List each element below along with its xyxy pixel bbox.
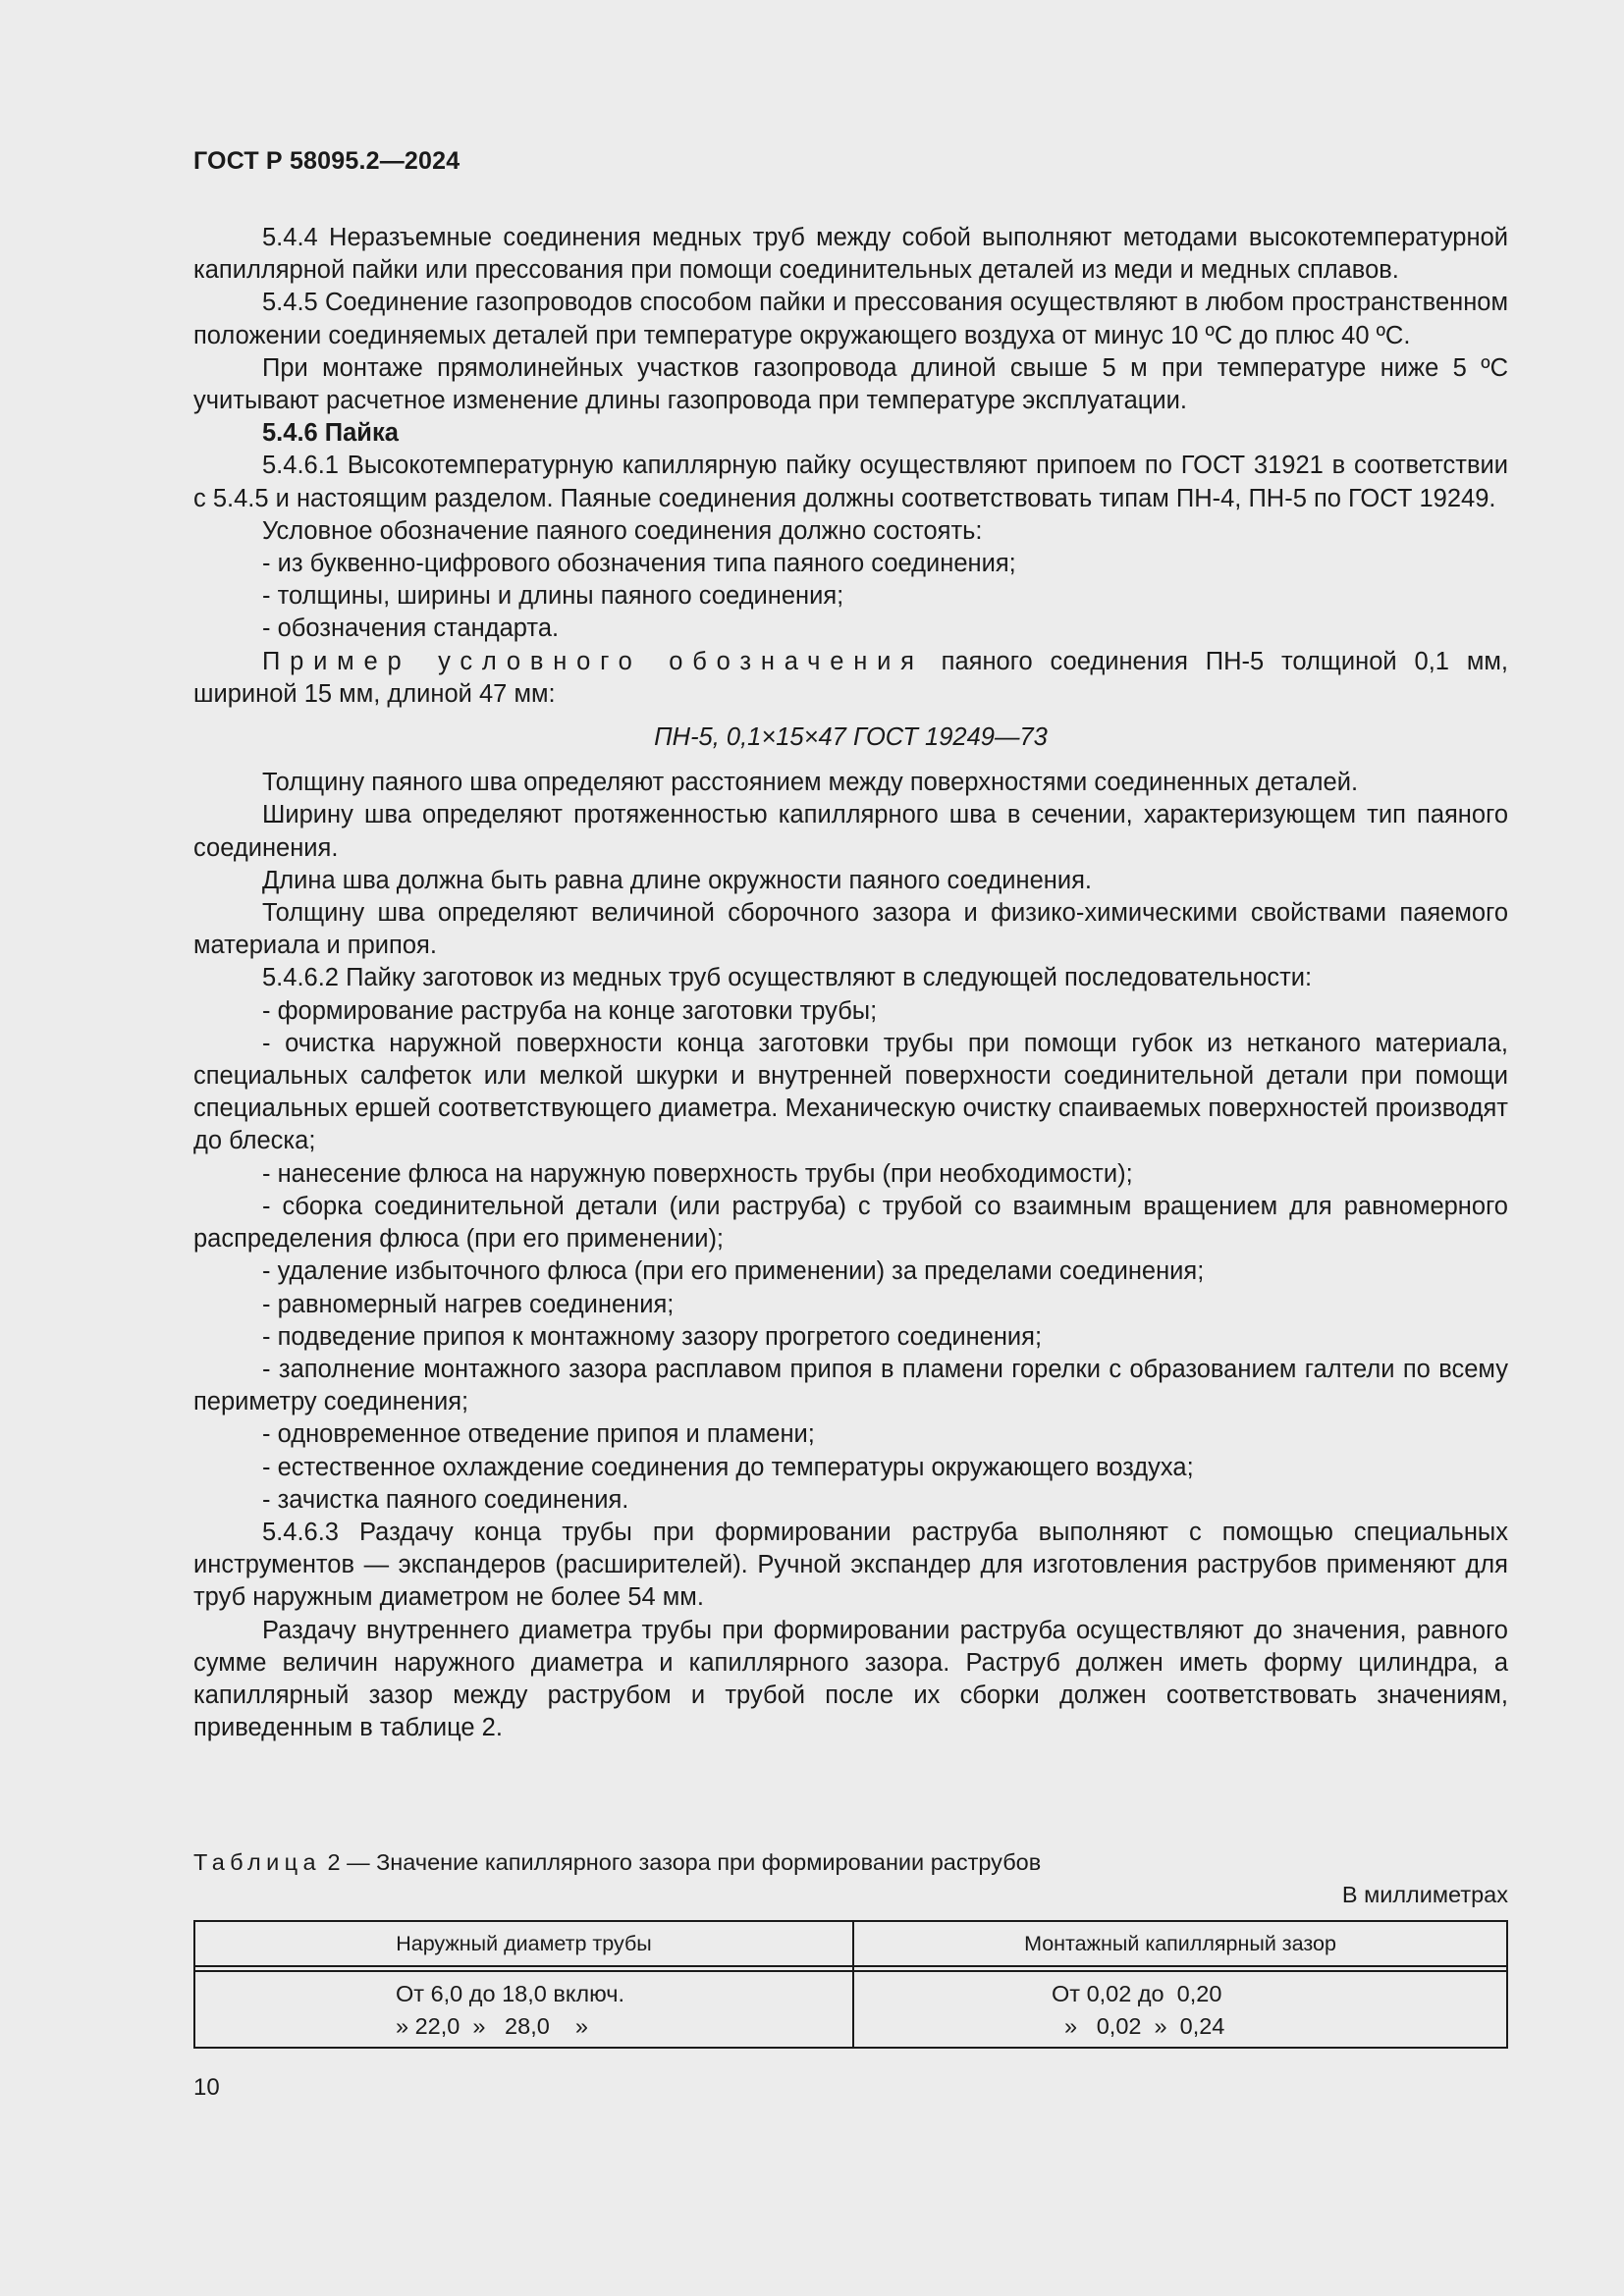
table-header-rule (195, 1965, 1506, 1967)
paragraph-seam-thickness: Толщину паяного шва определяют расстоянием между поверхностями соединенных деталей. (262, 769, 1359, 797)
section-heading-5-4-6: 5.4.6 Пайка (262, 419, 399, 448)
table-cell-line: » 0,02 » 0,24 (1052, 2013, 1225, 2039)
list-item: - сборка соединительной детали (или раструба) с трубой со взаимным вращением для равномерного распределения флюса (при его применении); (193, 1192, 1508, 1254)
table-caption-label: Таблица (193, 1849, 321, 1875)
table-header-rule (195, 1970, 1506, 1972)
list-item: - равномерный нагрев соединения; (262, 1290, 675, 1318)
table-header-outer-diameter: Наружный диаметр трубы (396, 1932, 652, 1955)
paragraph-seam-length: Длина шва должна быть равна длине окружности паяного соединения. (262, 866, 1092, 894)
paragraph-5-4-6-3: 5.4.6.3 Раздачу конца трубы при формировании раструба выполняют с помощью специальных инструментов — экспандеров (расширителей). Ручной экспандер для изготовления раструбов применяют для труб наружным диаметром не более 54 мм. (193, 1518, 1508, 1612)
list-item: - из буквенно-цифрового обозначения типа паяного соединения; (262, 550, 1016, 578)
example-label: Пример условного обозначения (262, 647, 924, 675)
paragraph-expansion: Раздачу внутреннего диаметра трубы при формировании раструба осуществляют до значения, равного сумме величин наружного диаметра и капиллярного зазора. Раструб должен иметь форму цилиндра, а капиллярный зазор между раструбом и трубой после их сборки должен соответствовать значениям, приведенным в таблице 2. (193, 1616, 1508, 1742)
paragraph-montage: При монтаже прямолинейных участков газопровода длиной свыше 5 м при температуре ниже 5 ºС учитывают расчетное изменение длины газопровода при температуре эксплуатации. (193, 353, 1508, 415)
paragraph-5-4-4: 5.4.4 Неразъемные соединения медных труб между собой выполняют методами высокотемпературной капиллярной пайки или прессования при помощи соединительных деталей из меди и медных сплавов. (193, 224, 1508, 285)
paragraph-designation-intro: Условное обозначение паяного соединения должно состоять: (262, 516, 983, 545)
list-item: - подведение припоя к монтажному зазору прогретого соединения; (262, 1322, 1043, 1351)
table-cell-line: От 6,0 до 18,0 включ. (396, 1981, 624, 2006)
list-item: - зачистка паяного соединения. (262, 1485, 629, 1514)
table-header-capillary-gap: Монтажный капиллярный зазор (1024, 1932, 1336, 1955)
list-item: - естественное охлаждение соединения до температуры окружающего воздуха; (262, 1453, 1194, 1481)
designation-formula: ПН-5, 0,1×15×47 ГОСТ 19249—73 (654, 723, 1048, 752)
table-caption-text: 2 — Значение капиллярного зазора при формировании раструбов (320, 1849, 1042, 1875)
paragraph-5-4-5: 5.4.5 Соединение газопроводов способом пайки и прессования осуществляют в любом пространственном положении соединяемых деталей при температуре окружающего воздуха от минус 10 ºС до плюс 40 ºС. (193, 289, 1508, 349)
list-item: - толщины, ширины и длины паяного соединения; (262, 582, 844, 611)
table-caption (193, 1847, 1041, 1877)
paragraph-5-4-6-1: 5.4.6.1 Высокотемпературную капиллярную пайку осуществляют припоем по ГОСТ 31921 в соответствии с 5.4.5 и настоящим разделом. Паяные соединения должны соответствовать типам ПН-4, ПН-5 по ГОСТ 19249. (193, 452, 1508, 512)
table-cell-line: От 0,02 до 0,20 (1052, 1981, 1222, 2006)
table-units: В миллиметрах (1341, 1882, 1508, 1907)
table-cell-line: » 22,0 » 28,0 » (396, 2013, 588, 2039)
document-body (193, 222, 1508, 1744)
list-item: - формирование раструба на конце заготовки трубы; (262, 996, 878, 1025)
list-item: - одновременное отведение припоя и пламени; (262, 1420, 815, 1449)
list-item: - заполнение монтажного зазора расплавом припоя в пламени горелки с образованием галтели по всему периметру соединения; (193, 1355, 1508, 1416)
table-cell-gap (1052, 1978, 1224, 2043)
list-item: - нанесение флюса на наружную поверхность трубы (при необходимости); (262, 1159, 1133, 1188)
list-item: - очистка наружной поверхности конца заготовки трубы при помощи губок из нетканого материала, специальных салфеток или мелкой шкурки и внутренней поверхности соединительной детали при помощи специальных ершей соответствующего диаметра. Механическую очистку спаиваемых поверхностей производят до блеска; (193, 1029, 1508, 1155)
list-item: - удаление избыточного флюса (при его применении) за пределами соединения; (262, 1257, 1205, 1286)
paragraph-seam-thickness-2: Толщину шва определяют величиной сборочного зазора и физико-химическими свойствами паяемого материала и припоя. (193, 899, 1508, 960)
paragraph-5-4-6-2: 5.4.6.2 Пайку заготовок из медных труб осуществляют в следующей последовательности: (262, 964, 1313, 992)
example-text: паяного соединения ПН-5 толщиной 0,1 мм, шириной 15 мм, длиной 47 мм: (193, 647, 1508, 708)
list-item: - обозначения стандарта. (262, 614, 560, 643)
example-paragraph (193, 646, 1508, 711)
paragraph-seam-width: Ширину шва определяют протяженностью капиллярного шва в сечении, характеризующем тип паяного соединения. (193, 801, 1508, 862)
page-number: 10 (193, 2074, 220, 2101)
capillary-gap-table (193, 1920, 1508, 2049)
table-cell-diameter (396, 1978, 624, 2043)
document-header: ГОСТ Р 58095.2—2024 (193, 147, 460, 175)
